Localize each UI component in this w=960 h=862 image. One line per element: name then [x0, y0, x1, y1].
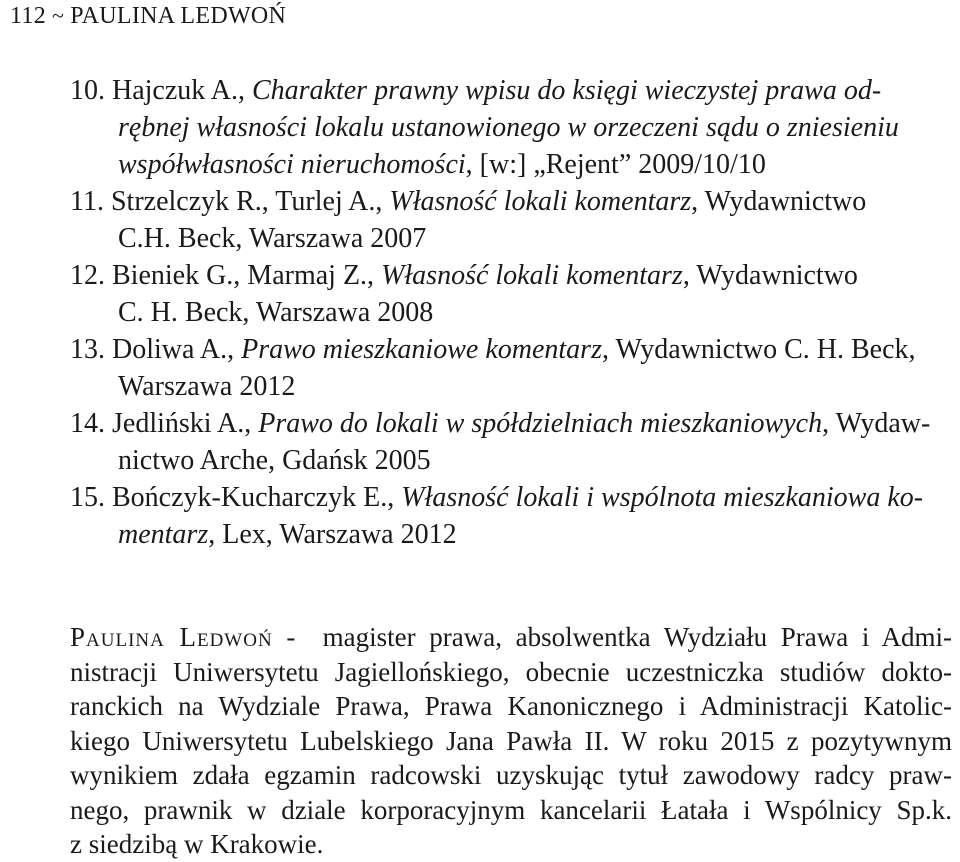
reference-line: Warszawa 2012 [118, 371, 296, 402]
reference-line: 14. Jedliński A., Prawo do lokali w spółdzielniach mieszkaniowych, Wydaw- [70, 408, 931, 439]
ornament-icon: ~ [52, 3, 65, 28]
running-header [10, 2, 286, 30]
reference-line: C. H. Beck, Warszawa 2008 [118, 297, 434, 328]
bio-line: z siedzibą w Krakowie. [70, 829, 324, 859]
bio-line: wynikiem zdała egzamin radcowski uzyskując tytuł zawodowy radcy praw- [70, 760, 952, 790]
page-number: 112 [10, 3, 47, 29]
reference-item [70, 405, 950, 479]
reference-item [70, 72, 950, 183]
reference-line: 13. Doliwa A., Prawo mieszkaniowe komentarz, Wydawnictwo C. H. Beck, [70, 334, 916, 365]
header-author: PAULINA LEDWOŃ [70, 3, 287, 29]
reference-item [70, 183, 950, 257]
reference-list [70, 72, 950, 553]
reference-item [70, 257, 950, 331]
reference-line: 10. Hajczuk A., Charakter prawny wpisu do księgi wieczystej prawa od- [70, 75, 882, 106]
reference-item [70, 331, 950, 405]
reference-item [70, 479, 950, 553]
reference-line: 12. Bieniek G., Marmaj Z., Własność lokali komentarz, Wydawnictwo [70, 260, 858, 291]
author-bio [70, 620, 952, 862]
reference-line: mentarz, Lex, Warszawa 2012 [118, 519, 457, 550]
bio-line: ranckich na Wydziale Prawa, Prawa Kanonicznego i Administracji Katolic- [70, 691, 952, 721]
bio-line: nego, prawnik w dziale korporacyjnym kancelarii Łatała i Wspólnicy Sp.k. [70, 794, 952, 825]
reference-line: C.H. Beck, Warszawa 2007 [118, 223, 427, 254]
reference-line: rębnej własności lokalu ustanowionego w orzeczeni sądu o zniesieniu [118, 112, 899, 143]
bio-line: kiego Uniwersytetu Lubelskiego Jana Pawła II. W roku 2015 z pozytywnym [70, 725, 952, 756]
bio-line: nistracji Uniwersytetu Jagiellońskiego, obecnie uczestniczka studiów dokto- [70, 656, 952, 687]
reference-line: 11. Strzelczyk R., Turlej A., Własność lokali komentarz, Wydawnictwo [70, 186, 867, 217]
reference-line: nictwo Arche, Gdańsk 2005 [118, 445, 431, 476]
bio-line: Paulina Ledwoń - magister prawa, absolwentka Wydziału Prawa i Admi- [70, 622, 953, 652]
reference-line: 15. Bończyk-Kucharczyk E., Własność lokali i wspólnota mieszkaniowa ko- [70, 482, 924, 513]
bio-author-name: Paulina Ledwoń [70, 622, 273, 652]
reference-line: współwłasności nieruchomości, [w:] „Rejent” 2009/10/10 [118, 149, 766, 180]
